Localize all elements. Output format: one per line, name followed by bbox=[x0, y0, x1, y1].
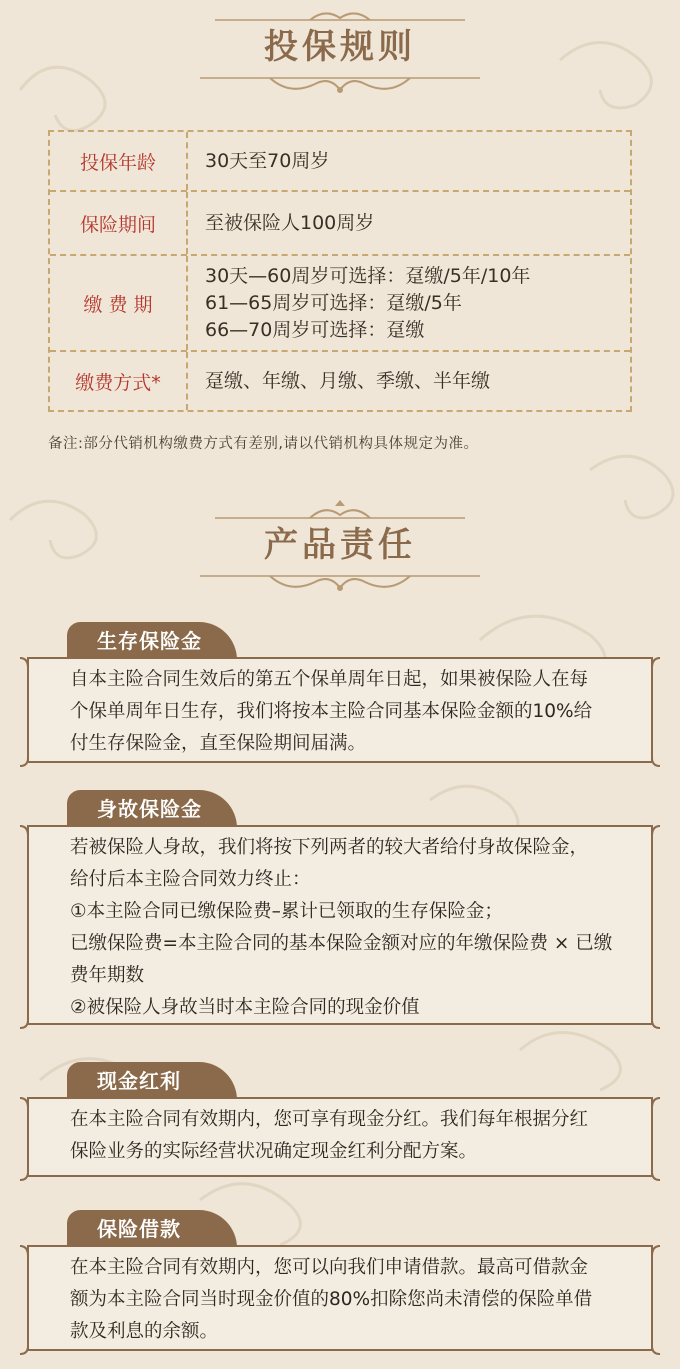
rules-row bbox=[50, 350, 630, 410]
rules-label-period: 保险期间 bbox=[50, 192, 188, 254]
rules-value-period: 至被保险人100周岁 bbox=[205, 211, 375, 234]
section-body: 自本主险合同生效后的第五个保单周年日起，如果被保险人在每 个保单周年日生存，我们将按本主险合同基本保险金额的10%给 付生存保险金，直至保险期间届满。 bbox=[70, 669, 593, 754]
title-ornament-bottom bbox=[200, 70, 480, 100]
tab-death-benefit: 身故保险金 bbox=[67, 790, 237, 828]
section-title: 产品责任 bbox=[264, 525, 416, 565]
tab-policy-loan: 保险借款 bbox=[67, 1210, 237, 1248]
rules-value-payment-method: 趸缴、年缴、月缴、季缴、半年缴 bbox=[205, 369, 491, 392]
tab-survival-benefit: 生存保险金 bbox=[67, 622, 237, 660]
rules-label-age: 投保年龄 bbox=[50, 132, 188, 190]
scroll-policy-loan bbox=[14, 1240, 666, 1358]
scroll-survival-benefit bbox=[14, 652, 666, 770]
scroll-death-benefit bbox=[14, 820, 666, 1032]
rules-label-payment-term: 缴 费 期 bbox=[50, 256, 188, 350]
rules-value-payment-term: 30天—60周岁可选择：趸缴/5年/10年 61—65周岁可选择：趸缴/5年 66—70周岁可选择：趸缴 bbox=[205, 264, 531, 341]
title-ornament-bottom bbox=[200, 568, 480, 598]
rules-label-payment-method: 缴费方式* bbox=[50, 352, 188, 410]
tab-cash-dividend: 现金红利 bbox=[67, 1062, 237, 1100]
scroll-cash-dividend bbox=[14, 1092, 666, 1184]
rules-note: 备注:部分代销机构缴费方式有差别,请以代销机构具体规定为准。 bbox=[48, 436, 479, 452]
rules-table bbox=[48, 130, 632, 412]
rules-value-age: 30天至70周岁 bbox=[205, 149, 330, 172]
section-body: 在本主险合同有效期内，您可享有现金分红。我们每年根据分红 保险业务的实际经营状况确定现金红利分配方案。 bbox=[70, 1109, 589, 1162]
section-body: 若被保险人身故，我们将按下列两者的较大者给付身故保险金， 给付后本主险合同效力终止： ①本主险合同已缴保险费–累计已领取的生存保险金； 已缴保险费=本主险合同的基本保险金额对应的年缴保险费 × 已缴 费年期数 ②被保险人身故当时本主险合同的现金价值 bbox=[70, 837, 613, 1018]
rules-row bbox=[50, 132, 630, 190]
rules-title-block bbox=[0, 8, 680, 100]
title-ornament-top bbox=[215, 8, 465, 24]
page-title: 投保规则 bbox=[264, 27, 416, 67]
rules-row bbox=[50, 190, 630, 254]
rules-row bbox=[50, 254, 630, 350]
section-body: 在本主险合同有效期内，您可以向我们申请借款。最高可借款金 额为本主险合同当时现金价值的80%扣除您尚未清偿的保险单借 款及利息的余额。 bbox=[70, 1257, 593, 1342]
title-ornament-top bbox=[215, 498, 465, 522]
responsibility-title-block bbox=[0, 498, 680, 598]
